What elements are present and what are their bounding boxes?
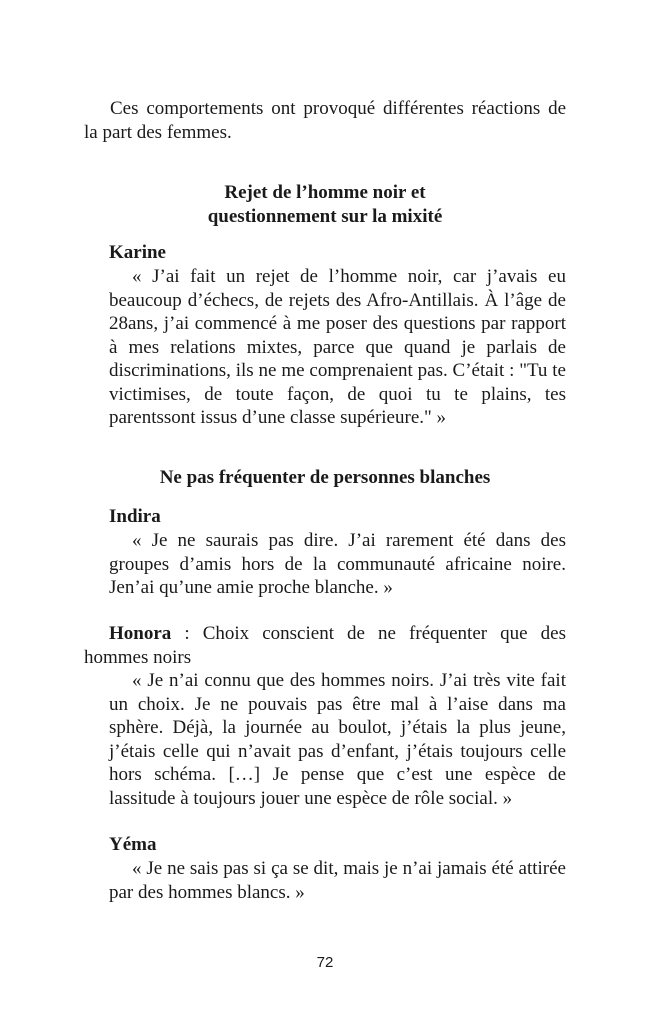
honora-subtitle: : Choix conscient de ne fréquenter que des hommes noirs xyxy=(84,623,566,668)
speaker-name-honora: Honora xyxy=(109,623,172,644)
section-heading-ne-pas-frequenter: Ne pas fréquenter de personnes blanches xyxy=(159,467,491,488)
speaker-name-karine: Karine xyxy=(109,242,166,263)
quote-karine: « J’ai fait un rejet de l’homme noir, car j’avais eu beaucoup d’échecs, de rejets des Afro-Antillais. À l’âge de 28ans, j’ai commencé à me poser des questions par rapport à mes relations mixtes, parce que quand je parlais de discriminations, ils ne me comprenaient pas. C’était : "Tu te victimises, de toute façon, de quoi tu te plains, tes parentssont issus d’une classe supérieure." » xyxy=(109,266,566,428)
speaker-name-yema: Yéma xyxy=(109,834,157,855)
intro-paragraph: Ces comportements ont provoqué différentes réactions de la part des femmes. xyxy=(84,98,566,143)
speaker-name-indira: Indira xyxy=(109,506,161,527)
honora-intro xyxy=(84,622,566,669)
section-heading-rejet xyxy=(84,181,566,228)
section-heading-rejet-line1: Rejet de l’homme noir et xyxy=(224,182,426,203)
section-heading-rejet-line2: questionnement sur la mixité xyxy=(207,205,443,227)
quote-honora: « Je n’ai connu que des hommes noirs. J’ai très vite fait un choix. Je ne pouvais pas être mal à l’aise dans ma sphère. Déjà, la journée au boulot, j’étais la plus jeune, j’étais celle qui n’avait pas d’enfant, j’étais toujours celle hors schéma. […] Je pense que c’est une espèce de lassitude à toujours jouer une espèce de rôle social. » xyxy=(109,670,566,809)
page-number: 72 xyxy=(316,954,334,971)
quote-yema: « Je ne sais pas si ça se dit, mais je n’ai jamais été attirée par des hommes blancs. » xyxy=(109,858,566,903)
quote-indira: « Je ne saurais pas dire. J’ai rarement été dans des groupes d’amis hors de la communauté africaine noire. Jen’ai qu’une amie proche blanche. » xyxy=(109,530,566,598)
